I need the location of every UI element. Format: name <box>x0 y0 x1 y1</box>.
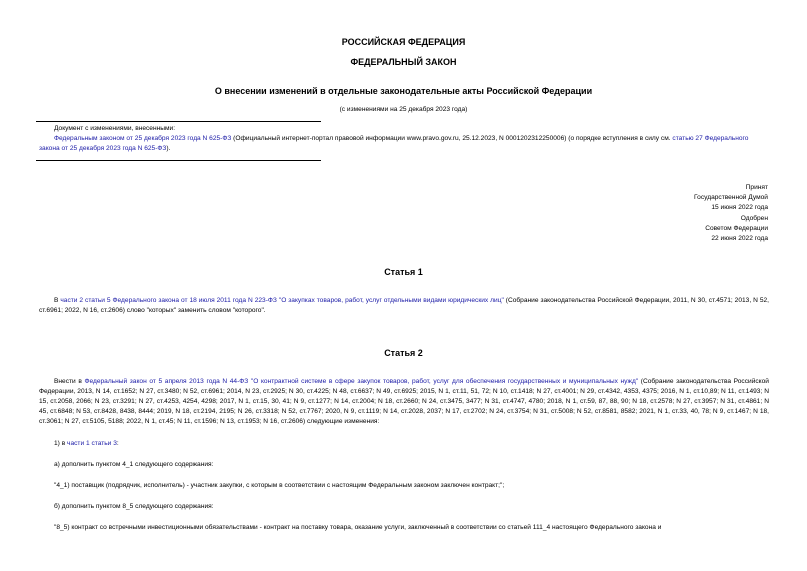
item-b-text: "8_5) контракт со встречными инвестиционными обязательствами - контракт на поставку товара, оказание услуги, заключенный в соответствии со статьей 111_4 настоящего Федерального закона и <box>54 524 662 531</box>
adoption-block <box>694 183 768 244</box>
entry-into-force-link[interactable]: статью 27 Федерального закона от 25 декабря 2023 года N 625-ФЗ <box>39 135 749 152</box>
revision-note: (с изменениями на 25 декабря 2023 года) <box>339 106 468 113</box>
law-title: О внесении изменений в отдельные законодательные акты Российской Федерации <box>214 86 593 96</box>
changes-text-part2: ). <box>166 144 171 152</box>
adoption-date: 15 июня 2022 года <box>711 204 768 212</box>
adoption-line: Принят <box>745 184 768 191</box>
amending-law-link[interactable]: Федеральным законом от 25 декабря 2023 года N 625-ФЗ <box>54 135 232 142</box>
item-a-text: "4_1) поставщик (подрядчик, исполнитель) - участник закупки, с которым в соответствии с настоящим Федеральным законом заключен контракт;"; <box>54 482 505 489</box>
bottom-rule <box>36 160 321 161</box>
article-1-text: В части 2 статьи 5 Федерального закона от 18 июля 2011 года N 223-ФЗ "О закупках товаров, работ, услуг отдельными видами юридических лиц" (Собрание законодательства Российской Федерации, 2011, N 30, ст.4571; 2013, N 52, ст.6961; 2022, N 16, ст.2606) слово "которых" заменить словом "которого". <box>39 297 769 314</box>
top-rule <box>36 121 321 122</box>
article-1-heading: Статья 1 <box>384 267 423 277</box>
approval-date: 22 июня 2022 года <box>711 235 768 243</box>
article-2-law-link[interactable]: Федеральный закон от 5 апреля 2013 года N 44-ФЗ "О контрактной системе в сфере закупок товаров, работ, услуг для обеспечения государственных и муниципальных нужд" <box>84 378 639 385</box>
country-heading: РОССИЙСКАЯ ФЕДЕРАЦИЯ <box>341 37 466 47</box>
article-2-heading: Статья 2 <box>384 348 423 358</box>
item-1-article-link[interactable]: части 1 статьи 3 <box>67 440 117 447</box>
doc-type-heading: ФЕДЕРАЛЬНЫЙ ЗАКОН <box>350 57 457 67</box>
item-a: а) дополнить пунктом 4_1 следующего содержания: <box>54 461 214 468</box>
article-1-law-link[interactable]: части 2 статьи 5 Федерального закона от 18 июля 2011 года N 223-ФЗ "О закупках товаров, работ, услуг отдельными видами юридических лиц" <box>60 297 504 304</box>
changes-text-part1: (Официальный интернет-портал правовой информации www.pravo.gov.ru, 25.12.2023, N 0001202312250006) (о порядке вступления в силу см. <box>231 135 673 142</box>
changes-text <box>39 134 769 153</box>
approval-line: Одобрен <box>740 214 768 222</box>
article-2-text: Внести в Федеральный закон от 5 апреля 2013 года N 44-ФЗ "О контрактной системе в сфере закупок товаров, работ, услуг для обеспечения государственных и муниципальных нужд" (Собрание законодательства Российской Федерации, 2013, N 14, ст.1652; N 27, ст.3480; N 52, ст.6961; 2014, N 23, ст.2925; N 30, ст.4225; N 48, ст.6637; N 49, ст.6925; 2015, N 1, ст.11, 51, 72; N 10, ст.1418; N 27, ст.4001; N 29, ст.4342, 4353, 4375; 2016, N 1, ст.10,89; N 11, ст.1493; N 15, ст.2058, 2066; N 23, ст.3291; N 27, ст.4253, 4254, 4298; 2017, N 1, ст.15, 30, 41; N 9, ст.1277; N 14, ст.2004; N 18, ст.2660; N 24, ст.3475, 3477; N 31, ст.4747, 4780; 2018, N 1, ст.59, 87, 88, 90; N 18, ст.2578; N 27, ст.3957; N 31, ст.4861; N 45, ст.6848; N 53, ст.8428, 8438, 8444; 2019, N 18, ст.2194, 2195; N 26, ст.3318; N 52, ст.7767; 2020, N 9, ст.1119; N 14, ст.2028, 2037; N 17, ст.2702; N 24, ст.3754; N 31, ст.5008; N 52, ст.8581, 8582; 2021, N 1, ст.33, 40, 78; N 9, ст.1467; N 18, ст.3061; N 27, ст.5105, 5188; 2022, N 1, ст.45; N 11, ст.1596; N 13, ст.1953; N 16, ст.2606) следующие изменения: <box>39 378 769 425</box>
approval-line: Советом Федерации <box>705 224 768 232</box>
item-b: б) дополнить пунктом 8_5 следующего содержания: <box>54 503 214 510</box>
item-1: 1) в части 1 статьи 3: <box>54 440 119 447</box>
adoption-line: Государственной Думой <box>694 194 768 202</box>
changes-intro: Документ с изменениями, внесенными: <box>54 125 176 132</box>
